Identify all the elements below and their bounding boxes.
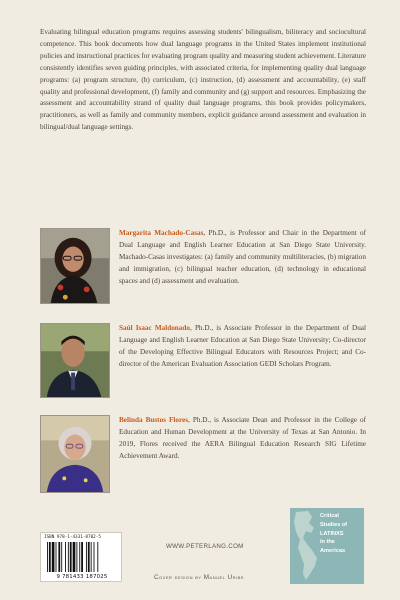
isbn-digits: 9 781433 187025 [56, 574, 108, 580]
author-block-3 [40, 415, 366, 495]
series-title: Critical Studies of LATINXS in the Americas [320, 513, 348, 555]
book-description: Evaluating bilingual education programs requires assessing students' bilingualism, biliteracy and sociocultural competence. This book documents how dual language programs in the United States implement institutional policies and instructional practices for evaluating program quality and measuring student achievement. Literature consistently identifies seven guiding principles, with associated criteria, for implementing quality dual language programs: (a) program structure, (b) curriculum, (c) instruction, (d) assessment and accountability, (e) staff quality and professional development, (f) family and community and (g) support and resources. Emphasizing the assessment and accountability strand of quality dual language programs, this book provides policymakers, practitioners, as well as family and community members, explicit guidance around assessment and evaluation in bilingual/dual language settings. [40, 28, 366, 132]
publisher-website[interactable]: WWW.PETERLANG.COM [166, 543, 244, 550]
author-photo-1 [40, 228, 110, 304]
author-block-1 [40, 228, 366, 308]
isbn-label: ISBN 978-1-4331-8702-5 [44, 535, 101, 540]
barcode-bars [47, 542, 117, 572]
author-photo-3 [40, 415, 110, 493]
author-name-2: Saúl Isaac Maldonado [119, 324, 190, 332]
author-bio-2: Saúl Isaac Maldonado, Ph.D., is Associate Professor in the Department of Dual Language and English Learner Education at San Diego State University; Co-director of the Developing Effective Bilingual Educators with Resources Project; and Co-director of the American Evaluation Association GEDI Scholars Program. [119, 324, 366, 368]
author-bio-1: Margarita Machado-Casas, Ph.D., is Professor and Chair in the Department of Dual Language and English Learner Education at San Diego State University. Machado-Casas investigates: (a) family and community multiliteracies, (b) migration and immigration, (c) bilingual teacher education, (d) technology in educational spaces and (d) assessment and evaluation. [119, 229, 367, 285]
series-badge [290, 508, 364, 584]
author-block-2 [40, 323, 366, 399]
author-name-1: Margarita Machado-Casas [119, 229, 204, 237]
cover-design-credit: Cover design by Manuel Uribe [154, 574, 245, 581]
author-photo-2 [40, 323, 110, 398]
author-name-3: Belinda Bustos Flores [119, 416, 189, 424]
author-bio-3: Belinda Bustos Flores, Ph.D., is Associate Dean and Professor in the College of Education and Human Development at the University of Texas at San Antonio. In 2019, Flores received the AERA Bilingual Education Research SIG Lifetime Achievement Award. [119, 416, 367, 460]
isbn-barcode [40, 532, 122, 582]
